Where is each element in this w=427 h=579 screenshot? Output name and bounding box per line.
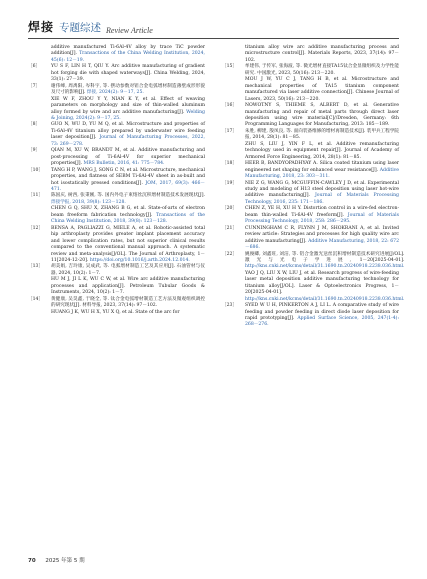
reference-text (245, 64, 399, 77)
reference-entry (28, 297, 205, 310)
reference-text (51, 206, 205, 224)
reference-text (245, 181, 399, 207)
reference-entry-continuation (28, 97, 205, 123)
reference-body: additive manufactured Ti-6Al-4V alloy by trace TiC powder addition[J]. (51, 45, 205, 57)
reference-link[interactable]: http://kns.cnki.net/kcms/detail/31.1690.tn.20240918.2238.036.html. (245, 264, 405, 270)
reference-entry (28, 84, 205, 97)
reference-number: ［14］ (28, 296, 44, 302)
reference-link[interactable]: Transactions of the China Welding Institution, 2024, 45(6): 12－19. (51, 51, 205, 63)
reference-link[interactable]: http://kns.cnki.net/kcms/detail/31.1690.tn.20240918.2238.036.html. (245, 296, 405, 302)
reference-body: QIAN M, XU W, BRANDT M, et al. Additive manufacturing and post-processing of Ti-6Al-4V for superior mechanical properties[J]. (51, 148, 205, 167)
reference-body: HU M J, JI L K, WU C W, et al. Wire arc additive manufacturing processes and application[J]. Petroleum Tubular Goods & Instruments, 2024, 10(2): 1－7. (51, 277, 205, 296)
reference-text (51, 226, 205, 265)
reference-text (51, 193, 205, 206)
reference-number: ［11］ (28, 193, 44, 199)
reference-link[interactable]: Additive Manufacturing, 2018, 23: 303－311. (245, 167, 399, 180)
reference-entry (28, 64, 205, 83)
reference-body: CUNNINGHAM C R, FLYNN J M, SHOKRANI A, et al. Invited review article: Strategies and processes for high quality wire arc additive manufacturing[J]. (245, 225, 399, 244)
reference-number: ［19］ (222, 180, 238, 186)
reference-body: MOU J W, YU C J, TANG H B, et al. Microstructure and mechanical properties of TA15 titanium component manufactured via laser additive connection[J]. Chinese Journal of Lasers, 2023, 50(16): 213－220. (245, 77, 399, 102)
reference-body: ZHU S, LIU J, YIN F L, et al. Additive remanufacturing technology used in equipment repair[J]. Journal of Academy of Armored Force Engineering, 2014, 28(1): 81－85. (245, 141, 399, 160)
reference-entry-continuation (28, 310, 205, 316)
reference-link[interactable]: 焊接学报, 2018, 39(8): 123－128. (51, 199, 126, 205)
reference-body: GUO N, WU D, YU M Q, et al. Microstructure and properties of Ti-6Al-4V titanium alloy prepared by underwater wire feeding laser deposition[J]. (51, 122, 205, 141)
reference-entry (28, 168, 205, 194)
page-header (28, 19, 408, 35)
reference-number: ［16］ (222, 103, 238, 109)
reference-text (245, 129, 399, 142)
reference-number: ［13］ (28, 264, 44, 270)
reference-number: ［20］ (222, 206, 238, 212)
reference-body: 陈国庆, 树西, 张秉刚, 等. 国内外电子束熔丝沉积增材制造技术发展现状[J]. (51, 193, 205, 199)
reference-text (51, 45, 205, 63)
reference-number: ［18］ (222, 161, 238, 167)
reference-text (51, 264, 205, 277)
reference-link[interactable]: MRS Bulletin, 2016, 41: 775－784. (83, 161, 165, 167)
reference-text (245, 77, 399, 101)
reference-text (245, 142, 399, 160)
reference-body: HEER B, BANDYOPADHYAY A. Silica coated titanium using laser engineered net shaping for enhanced wear resistance[J]. (245, 161, 399, 173)
reference-number: ［6］ (28, 64, 41, 70)
reference-text (51, 84, 205, 97)
reference-entry-continuation (28, 206, 205, 225)
reference-text (245, 161, 399, 180)
reference-number: ［17］ (222, 128, 238, 134)
section-title: 专题综述 (59, 22, 102, 34)
reference-body: SYED W U H, PINKERTON A J, LI L. A comparative study of wire feeding and powder feeding in direct diode laser deposition for rapid prototyping[J]. (245, 303, 399, 322)
reference-number: ［12］ (28, 225, 44, 231)
page-footer (28, 556, 85, 564)
reference-text (245, 103, 399, 129)
reference-entry (28, 264, 205, 277)
reference-entry (28, 226, 205, 265)
reference-entry (222, 303, 399, 329)
reference-body: NOWOTNY S, THIEME S, ALBERT D, et al. Generative manufacturing and repair of metal parts through direct laser deposition using wire material[C]//Dresden, Germany: 6th Programming Languages for Manufacturing, 2013: 185－189. (245, 103, 399, 128)
reference-text (245, 206, 399, 225)
reference-body: 牟建伟, 于传军, 张海波, 等. 微光增材直接TA15钛合金显微组织及力学性能研究. 中国激光, 2023, 50(16): 213－220. (245, 64, 399, 76)
reference-entry (28, 193, 205, 206)
reference-entry-continuation (222, 270, 405, 303)
reference-entry (222, 64, 399, 77)
reference-body: 姚俊卿, 刘鑫旺, 刘洁, 等. 铝合金激光送丝沉积增材制造技术研究进展[J/OL]. 激光与光电子学进展, 1－20[2025-04-01]. (245, 251, 405, 263)
reference-text (51, 148, 205, 167)
reference-link[interactable]: Journal of Materials Processing Technology, 2016, 235: 171－186. (245, 193, 399, 205)
reference-link[interactable]: 焊接, 2024(2): 9－17, 25. (86, 90, 144, 96)
right-reference-column (222, 45, 405, 329)
reference-entry-continuation (222, 45, 399, 64)
reference-entry (222, 129, 399, 142)
reference-link[interactable]: Welding & Joining, 2024(2): 9－17, 25. (51, 109, 205, 121)
reference-number: ［22］ (222, 251, 238, 257)
reference-body: YU S F, LIN H T, QIU Y. Arc additive manufacturing of gradient hot forging die with shaped waterways[J]. China Welding, 2024, 33(1): 27－39. (51, 64, 205, 83)
reference-body: TANG H P, WANG J, SONG C N, et al. Microstructure, mechanical properties, and flatness of SEBM Ti-6Al-4V sheet in as-built and hot isostatically pressed conditions[J]. (51, 167, 205, 186)
header-divider (28, 38, 399, 39)
reference-text (245, 271, 405, 302)
reference-number: ［21］ (222, 225, 238, 231)
reference-number: ［23］ (222, 303, 238, 309)
reference-entry-continuation (28, 45, 205, 64)
reference-text (245, 303, 399, 329)
reference-body: XIE W F, ZHOU Y Y, NIAN K Y, et al. Effect of weaving parameters on morphology and size of thin-walled aluminum alloy formed by wire and arc additive manufacturing[J]. (51, 96, 205, 115)
reference-number: ［15］ (222, 64, 238, 70)
issue-label: 2025 年第 5 期 (45, 558, 85, 564)
reference-text (51, 277, 205, 295)
reference-number: ［10］ (28, 167, 44, 173)
reference-number: ［8］ (28, 122, 41, 128)
reference-body: 胡美娟, 吉玲康, 吴成武, 等. 电弧增材制造工艺及其应用[J]. 石油管材与仪器, 2024, 10(2): 1－7. (51, 264, 205, 276)
reference-link[interactable]: JOM, 2017, 69(3): 466－471. (51, 180, 205, 192)
reference-entry-continuation (222, 77, 399, 103)
left-reference-column (28, 45, 205, 316)
reference-text (51, 97, 205, 121)
reference-entry-continuation (28, 277, 205, 296)
reference-number: ［9］ (28, 148, 41, 154)
reference-text (51, 297, 205, 310)
reference-body: 朱胜, 柳建, 殷凤良, 等. 面向装备维修的增材再制造技术[J]. 装甲兵工程学院报, 2014, 28(1): 81－85. (245, 128, 399, 141)
reference-body: NIE Z G, WANG G, MCGUFFIN-CAWLEY J D, et al. Experimental study and modeling of H13 steel deposition using laser hot-wire additive manufacturing[J]. (245, 180, 399, 199)
reference-body: YAO J Q, LIU X W, LIU J, et al. Research progress of wire-feeding laser metal deposition additive manufacturing technology for titanium alloy[J/OL]. Laser & Optoelectronics Progress, 1－20[2025-04-01]. (245, 270, 399, 296)
reference-entry (222, 181, 399, 207)
reference-body: CHEN Z, YE H, XU H Y. Distortion control in a wire-fed electron-beam thin-walled Ti-6Al-4V freeform[J]. (245, 206, 399, 218)
reference-text (51, 64, 205, 83)
reference-entry (222, 161, 399, 180)
reference-text (245, 45, 399, 63)
reference-body: BENSA A, PAGLIAZZI G, MIELE A, et al. Robotic-assisted total hip arthroplasty provides greater implant placement accuracy and lower complication rates, but not superior clinical results compared to the conventional manual approach. A systematic review and meta-analysis[J/OL]. The Journal of Arthroplasty, 1－11[2024-12-20]. (51, 225, 205, 263)
reference-body: CHEN G Q, SHU X, ZHANG B G, et al. State-of-arts of electron beam freeform fabrication technology[J]. (51, 206, 205, 218)
journal-brand: 焊接 (28, 20, 55, 34)
reference-link[interactable]: Additive Manufacturing, 2018, 22: 672－686. (245, 238, 399, 251)
reference-text (245, 252, 405, 271)
reference-link[interactable]: Journal of Manufacturing Processes, 2022, 73: 269－278. (51, 135, 205, 147)
reference-text (51, 168, 205, 194)
reference-text (51, 310, 180, 315)
page-number: 70 (28, 558, 36, 564)
reference-entry (222, 206, 399, 225)
reference-entry (222, 226, 399, 252)
reference-link[interactable]: Transactions of the China Welding Institution, 2018, 39(8): 123－128. (51, 212, 205, 225)
reference-body: HUANG J K, WU H X, YU X Q, et al. State of the arc for (51, 309, 180, 315)
reference-body: 谢伟峰, 周禹阳, 岑科宇, 等. 摆动参数对钽合金电弧增材制造薄壁成形形貌及尺寸的影响[J]. (51, 83, 205, 96)
reference-entry (28, 122, 205, 148)
reference-text (51, 122, 205, 148)
reference-entry (222, 103, 399, 129)
reference-body: titanium alloy wire arc additive manufacturing process and microstructure control[J]. Materials Reports, 2023, 37(14): 97－102. (245, 45, 399, 63)
section-subtitle: Review Article (106, 26, 153, 35)
reference-link[interactable]: https://doi.org/10.1016/j.arth.2024.12.014. (89, 257, 190, 263)
reference-body: 黄健康, 吴昊鑫, 于晓全, 等. 钛合金电弧增材制造工艺方法及微观组织调控的研究现状[J]. 材料导报, 2023, 37(14): 97－102. (51, 296, 205, 309)
reference-link[interactable]: Journal of Materials Processing Technology, 2018, 258: 286－295. (245, 212, 399, 225)
reference-entry-continuation (222, 142, 399, 161)
reference-link[interactable]: Applied Surface Science, 2005, 247(1-4): 268－276. (245, 316, 399, 328)
reference-text (245, 226, 399, 252)
reference-number: ［7］ (28, 83, 41, 89)
reference-entry (28, 148, 205, 167)
reference-entry (222, 251, 405, 271)
